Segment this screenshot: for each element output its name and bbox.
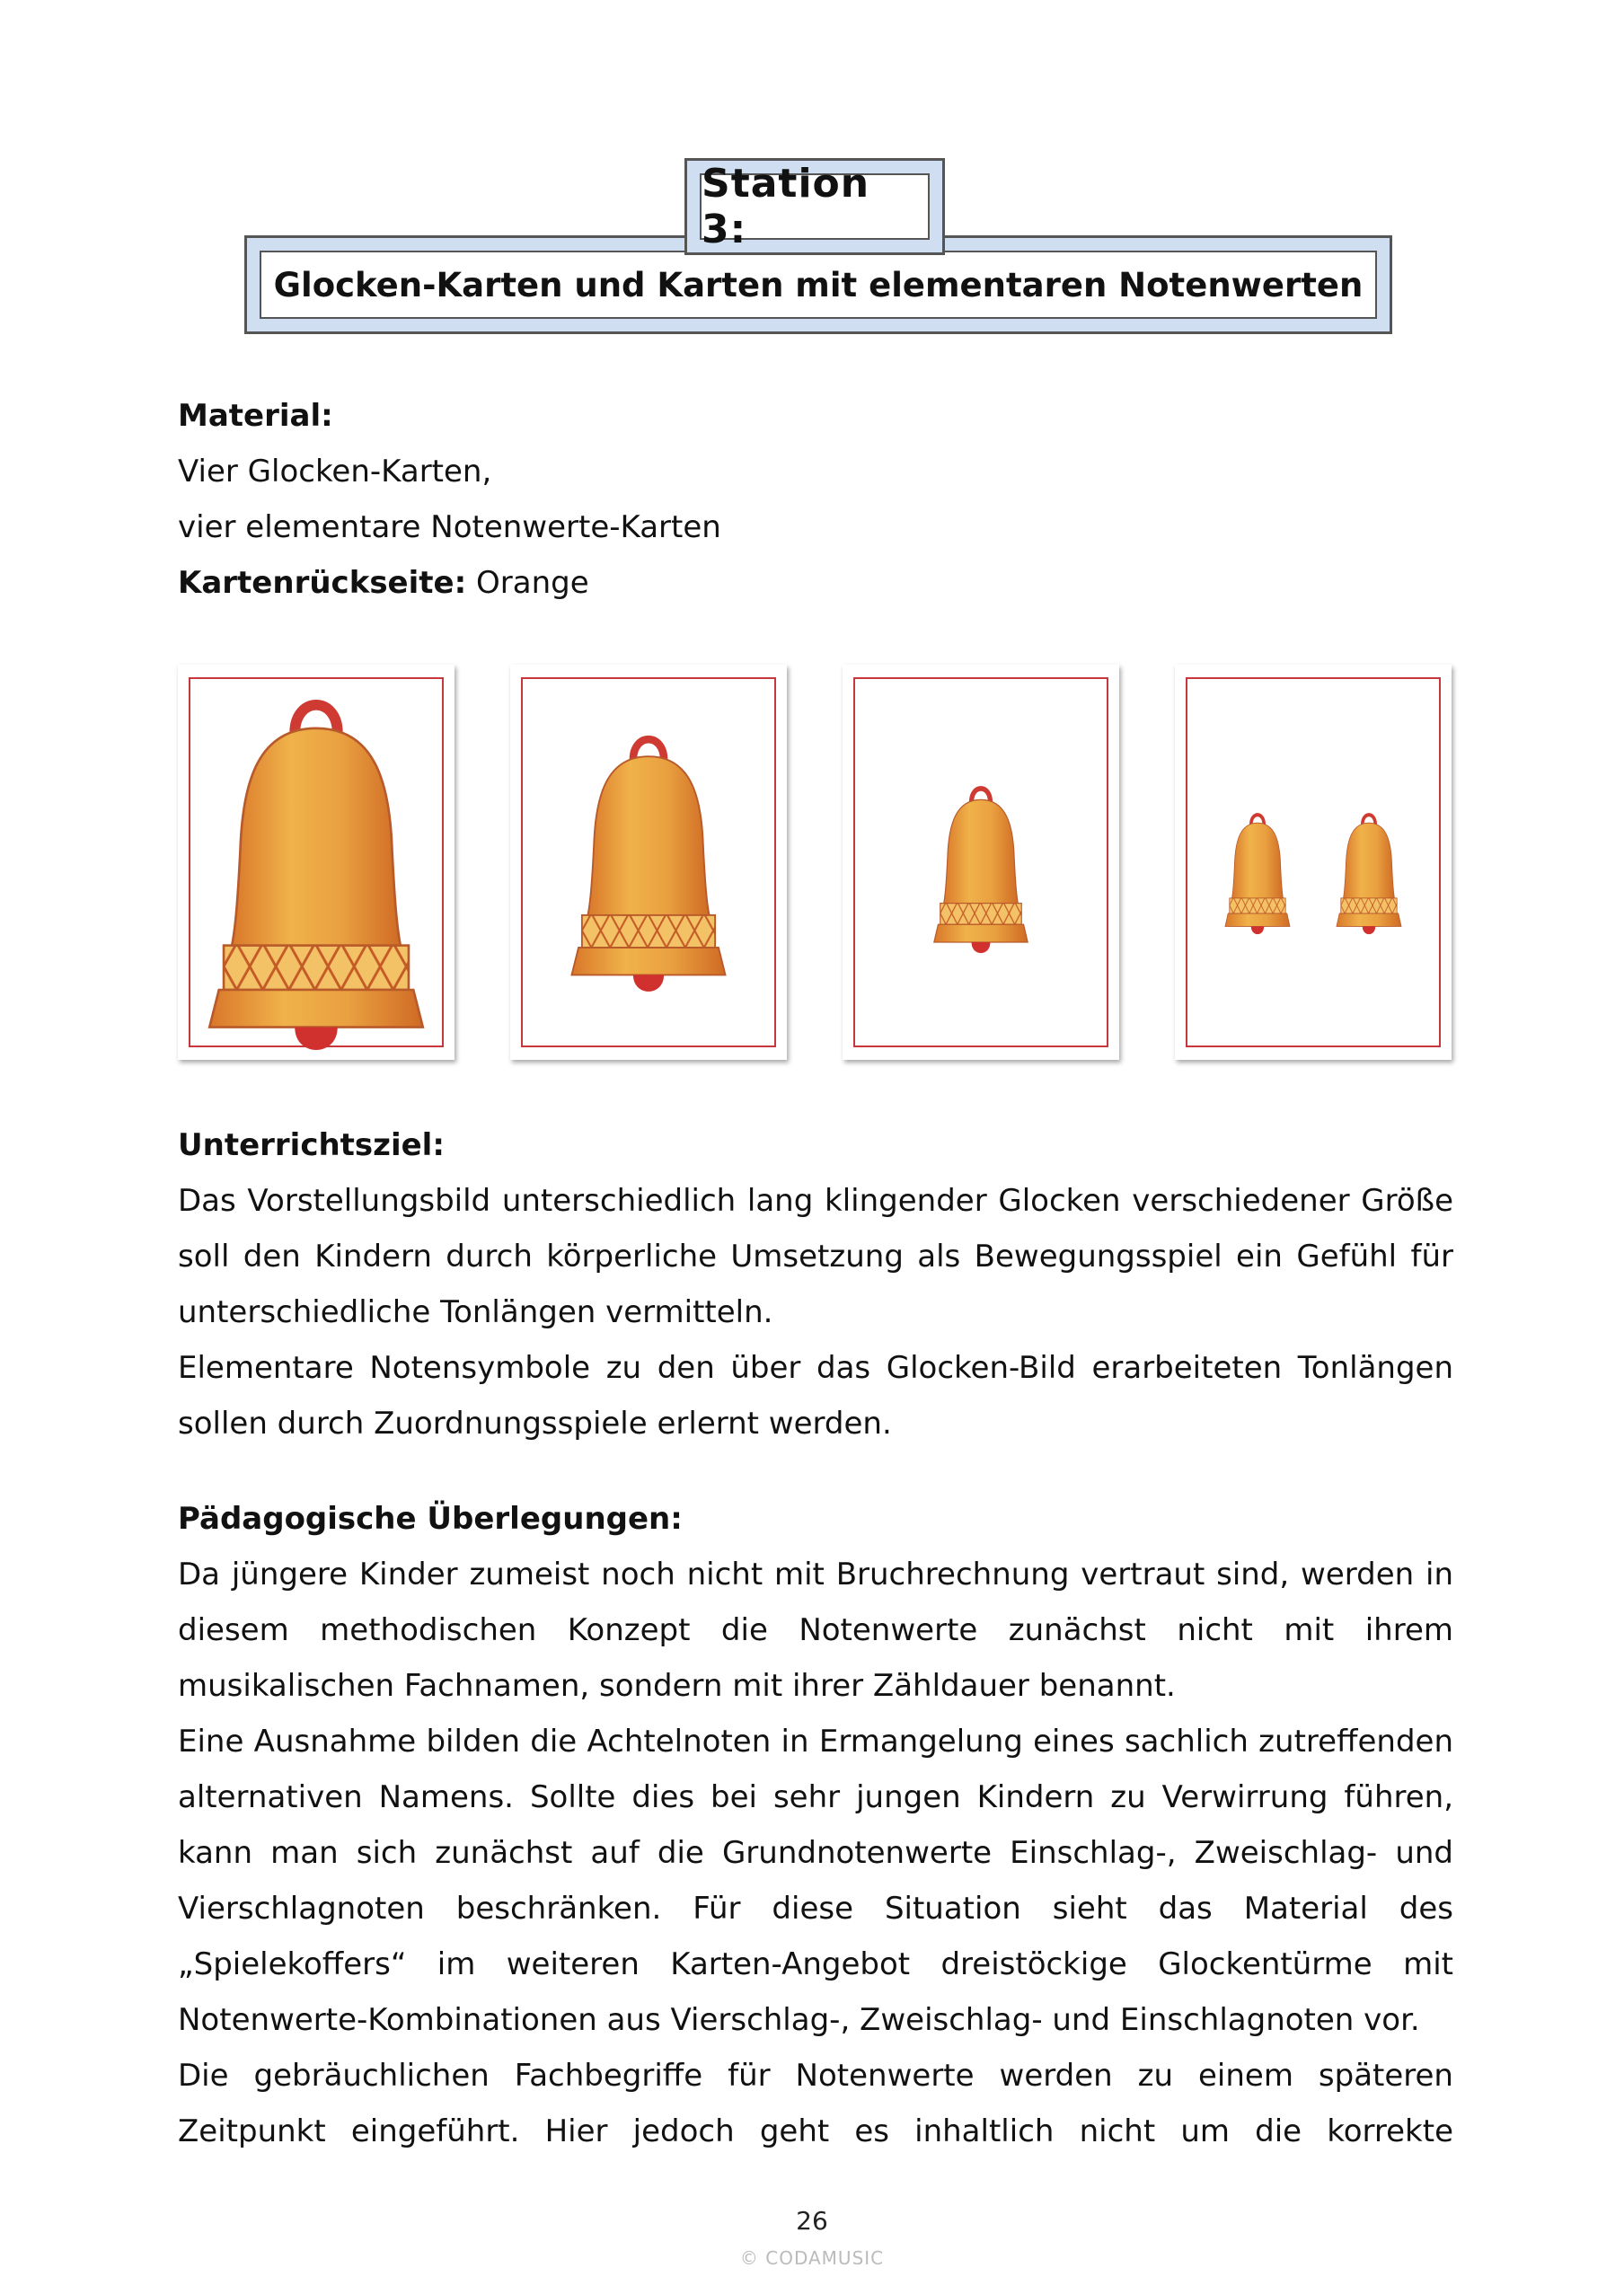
goal-line: Das Vorstellungsbild unterschiedlich lang klingender Glocken verschiedener Größe [178,1183,1453,1219]
medium-bell-icon [510,665,787,1060]
material-section [178,388,1453,611]
card-back-line [178,555,1453,611]
two-tiny-bells-icon [1175,665,1452,1060]
goal-line: Elementare Notensymbole zu den über das Glocken-Bild erarbeiteten Tonlängen [178,1350,1453,1386]
pedagogy-line: Zeitpunkt eingeführt. Hier jedoch geht es inhaltlich nicht um die korrekte [178,2113,1453,2149]
goal-section [178,1117,1453,1451]
goal-line: sollen durch Zuordnungsspiele erlernt werden. [178,1406,892,1442]
pedagogy-line: „Spielekoffers“ im weiteren Karten-Angebot dreistöckige Glockentürme mit [178,1946,1453,1982]
card-back-value: Orange [466,565,589,601]
pedagogy-line: alternativen Namens. Sollte dies bei sehr jungen Kindern zu Verwirrung führen, [178,1779,1453,1815]
station-label: Station 3: [700,173,930,240]
card-back-label: Kartenrückseite: [178,565,467,601]
material-heading: Material: [178,398,333,434]
pedagogy-line: Notenwerte-Kombinationen aus Vierschlag-, Zweischlag- und Einschlagnoten vor. [178,2002,1420,2038]
pedagogy-section [178,1491,1453,2159]
pedagogy-line: Vierschlagnoten beschränken. Für diese Situation sieht das Material des [178,1891,1453,1927]
bell-cards [178,665,1453,1060]
pedagogy-line: diesem methodischen Konzept die Notenwerte zunächst nicht mit ihrem [178,1612,1453,1648]
material-line-2: vier elementare Notenwerte-Karten [178,509,721,545]
card-small-bell [843,665,1119,1060]
pedagogy-line: kann man sich zunächst auf die Grundnotenwerte Einschlag-, Zweischlag- und [178,1835,1453,1871]
large-bell-icon [178,665,455,1060]
page-number: 26 [796,2206,828,2236]
small-bell-icon [843,665,1119,1060]
card-large-bell [178,665,455,1060]
pedagogy-line: Die gebräuchlichen Fachbegriffe für Notenwerte werden zu einem späteren [178,2058,1453,2094]
pedagogy-line: Da jüngere Kinder zumeist noch nicht mit Bruchrechnung vertraut sind, werden in [178,1557,1453,1592]
card-medium-bell [510,665,787,1060]
material-line-1: Vier Glocken-Karten, [178,454,492,490]
station-box [684,158,945,255]
pedagogy-line: Eine Ausnahme bilden die Achtelnoten in Ermangelung eines sachlich zutreffenden [178,1724,1453,1760]
goal-heading: Unterrichtsziel: [178,1127,445,1163]
pedagogy-heading: Pädagogische Überlegungen: [178,1501,683,1537]
goal-line: unterschiedliche Tonlängen vermitteln. [178,1294,773,1330]
page-title: Glocken-Karten und Karten mit elementaren Notenwerten [260,251,1377,319]
copyright-notice: © CODAMUSIC [739,2247,885,2269]
pedagogy-line: musikalischen Fachnamen, sondern mit ihrer Zähldauer benannt. [178,1668,1176,1704]
goal-line: soll den Kindern durch körperliche Umsetzung als Bewegungsspiel ein Gefühl für [178,1239,1453,1275]
card-two-bells [1175,665,1452,1060]
